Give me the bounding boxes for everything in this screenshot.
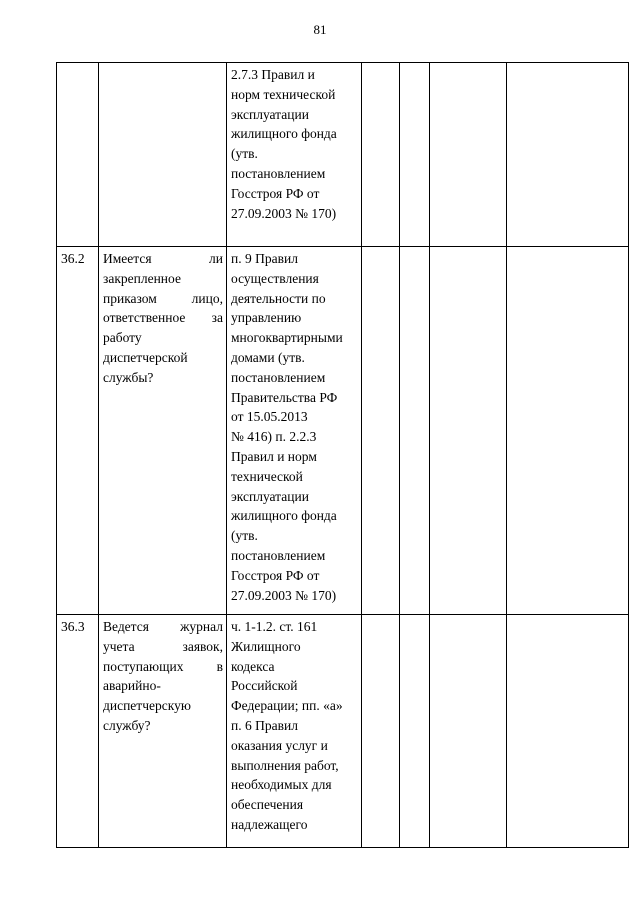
note-cell[interactable] [507, 247, 629, 615]
answer-yes-cell[interactable] [362, 615, 400, 848]
not-applicable-cell[interactable] [430, 615, 507, 848]
reference-cell [227, 247, 362, 615]
reference-text: ч. 1-1.2. ст. 161 Жилищного кодекса Российской Федерации; пп. «а» п. 6 Правил оказания услуг и выполнения работ, необходимых для обеспечения надлежащего [231, 619, 343, 832]
checklist-table [56, 62, 629, 848]
item-number-cell: 36.2 [57, 247, 99, 615]
question-cell [99, 615, 227, 848]
reference-text: п. 9 Правил осуществления деятельности по управлению многоквартирными домами (утв. постановлением Правительства РФ от 15.05.2013 № 416) п. 2.2.3 Правил и норм технической эксплуатации жилищного фонда (утв. постановлением Госстроя РФ от 27.09.2003 № 170) [231, 251, 343, 603]
note-cell[interactable] [507, 615, 629, 848]
answer-no-cell[interactable] [400, 63, 430, 247]
question-text: Ведется журнал учета заявок, поступающих в аварийно-диспетчерскую службу? [103, 619, 223, 733]
reference-cell [227, 63, 362, 247]
answer-yes-cell[interactable] [362, 63, 400, 247]
reference-text: 2.7.3 Правил и норм технической эксплуатации жилищного фонда (утв. постановлением Госстроя РФ от 27.09.2003 № 170) [231, 67, 337, 221]
page-number: 81 [313, 22, 327, 37]
table-row [57, 615, 629, 848]
answer-no-cell[interactable] [400, 615, 430, 848]
table-row [57, 63, 629, 247]
question-cell [99, 247, 227, 615]
not-applicable-cell[interactable] [430, 247, 507, 615]
item-number-cell [57, 63, 99, 247]
answer-no-cell[interactable] [400, 247, 430, 615]
question-text: Имеется ли закрепленное приказом лицо, ответственное за работу диспетчерской службы? [103, 251, 223, 385]
table-row [57, 247, 629, 615]
note-cell[interactable] [507, 63, 629, 247]
answer-yes-cell[interactable] [362, 247, 400, 615]
question-cell [99, 63, 227, 247]
not-applicable-cell[interactable] [430, 63, 507, 247]
item-number-cell: 36.3 [57, 615, 99, 848]
reference-cell [227, 615, 362, 848]
